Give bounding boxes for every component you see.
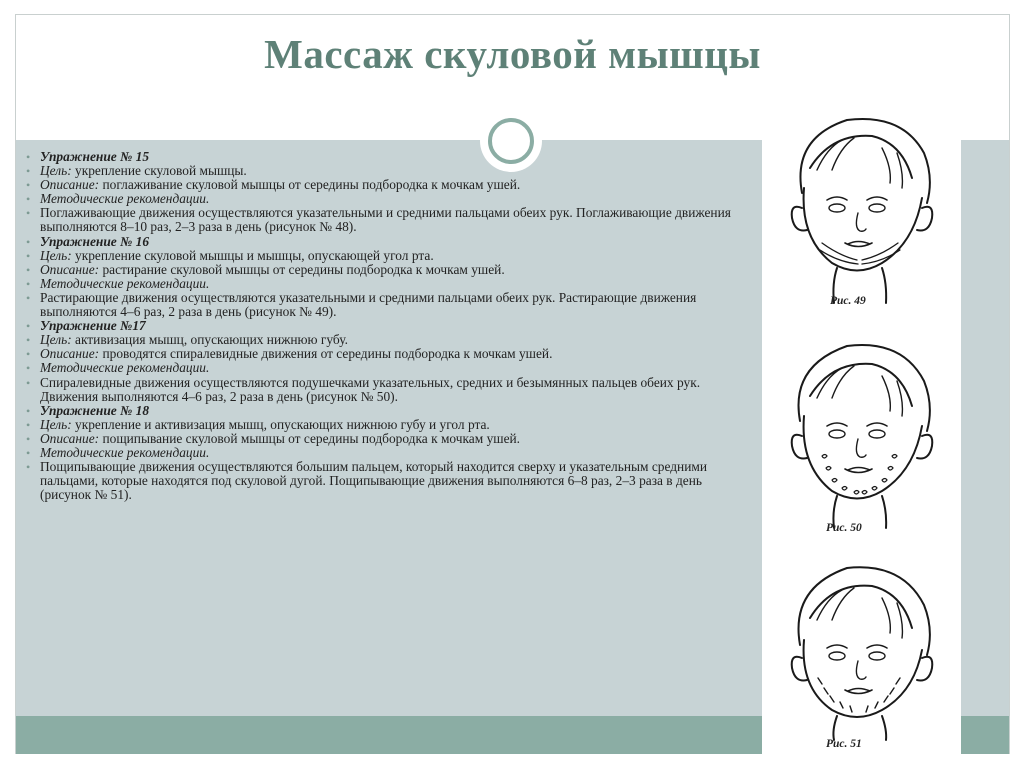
exercise-goal: • Цель: активизация мышц, опускающих нижнюю губу. [24, 333, 752, 347]
figure-caption: Рис. 51 [826, 738, 862, 750]
exercise-heading: • Упражнение №17 [24, 319, 752, 333]
exercise-recommendations-label: • Методические рекомендации. [24, 361, 752, 375]
exercise-goal: • Цель: укрепление скуловой мышцы. [24, 164, 752, 178]
exercise-recommendations-text: • Спиралевидные движения осуществляются подушечками указательных, средних и безымянных пальцев обеих рук. Движения выполняются 4–6 раз, 2 раза в день (рисунок № 50). [24, 376, 752, 404]
exercise-heading: • Упражнение № 16 [24, 235, 752, 249]
exercise-list [24, 150, 752, 502]
figure-50 [762, 336, 961, 546]
exercise-recommendations-label: • Методические рекомендации. [24, 192, 752, 206]
figure-caption: Рис. 49 [830, 295, 866, 307]
exercise-description: • Описание: проводятся спиралевидные движения от середины подбородка к мочкам ушей. [24, 347, 752, 361]
exercise-description: • Описание: поглаживание скуловой мышцы от середины подбородка к мочкам ушей. [24, 178, 752, 192]
exercise-recommendations-label: • Методические рекомендации. [24, 446, 752, 460]
exercise-recommendations-text: • Пощипывающие движения осуществляются большим пальцем, который находится сверху и указательным средними пальцами, которые находятся под скуловой дугой. Пощипывающие движения выполняются 6–8 раз, 2–3 раза в день (рисунок № 51). [24, 460, 752, 502]
exercise-recommendations-text: • Растирающие движения осуществляются указательными и средними пальцами обеих рук. Растирающие движения выполняются 4–6 раз, 2 раза в день (рисунок № 49). [24, 291, 752, 319]
exercise-goal: • Цель: укрепление и активизация мышц, опускающих нижнюю губу и угол рта. [24, 418, 752, 432]
exercise-description: • Описание: пощипывание скуловой мышцы от середины подбородка к мочкам ушей. [24, 432, 752, 446]
figure-49 [762, 108, 961, 323]
exercise-description: • Описание: растирание скуловой мышцы от середины подбородка к мочкам ушей. [24, 263, 752, 277]
child-face-spiral-massage-illustration [762, 336, 961, 546]
exercise-recommendations-label: • Методические рекомендации. [24, 277, 752, 291]
exercise-heading: • Упражнение № 15 [24, 150, 752, 164]
exercise-recommendations-text: • Поглаживающие движения осуществляются указательными и средними пальцами обеих рук. Поглаживающие движения выполняются 8–10 раз, 2–3 раза в день (рисунок № 48). [24, 206, 752, 234]
slide-title: Массаж скуловой мышцы [264, 31, 761, 77]
exercise-heading: • Упражнение № 18 [24, 404, 752, 418]
figure-column [762, 108, 961, 754]
child-face-stroking-illustration [762, 108, 961, 323]
exercise-goal: • Цель: укрепление скуловой мышцы и мышцы, опускающей угол рта. [24, 249, 752, 263]
child-face-pinching-illustration [762, 560, 961, 754]
figure-caption: Рис. 50 [826, 522, 862, 534]
figure-51 [762, 560, 961, 754]
